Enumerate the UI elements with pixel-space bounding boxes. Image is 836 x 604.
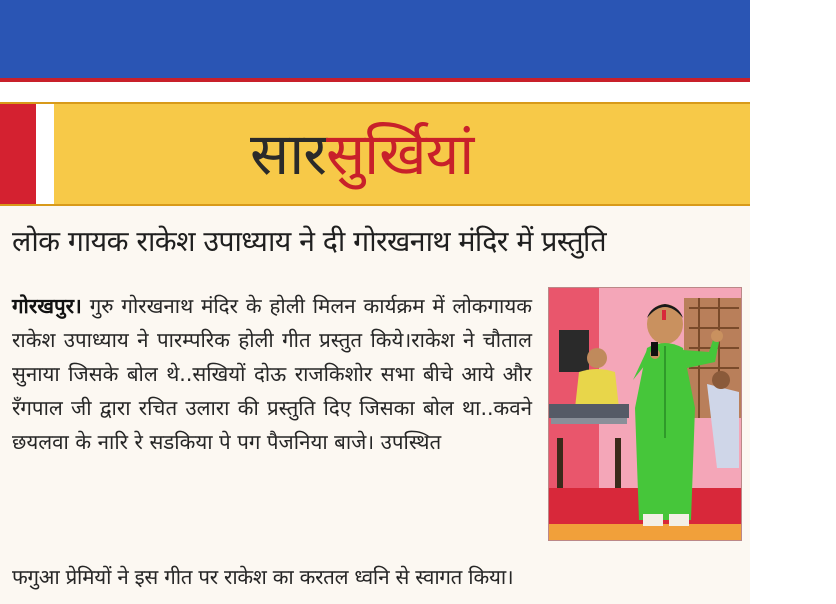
banner-white-stripe	[36, 104, 54, 204]
article-last-line: फगुआ प्रेमियों ने इस गीत पर राकेश का करतल ध्वनि से स्वागत किया।	[12, 565, 514, 589]
separator	[0, 82, 750, 102]
singer-photo	[548, 287, 742, 541]
section-title	[250, 114, 473, 194]
section-title-part2: सुर्खियां	[325, 120, 474, 188]
dateline: गोरखपुर।	[12, 294, 82, 318]
article-headline: लोक गायक राकेश उपाध्याय ने दी गोरखनाथ मंदिर में प्रस्तुति	[12, 225, 606, 258]
banner-red-stripe	[0, 104, 36, 204]
section-title-part1: सार	[250, 120, 326, 188]
singer-photo-illustration	[549, 288, 741, 540]
masthead-band	[0, 0, 750, 78]
article-text: गुरु गोरखनाथ मंदिर के होली मिलन कार्यक्रम में लोकगायक राकेश उपाध्याय ने पारम्परिक होली गीत प्रस्तुत किये।राकेश ने चौताल सुनाया जिसके बोल थे..सखियों दोऊ राजकिशोर सभा बीचे आये और रँगपाल जी द्वारा रचित उलारा की प्रस्तुति दिए जिसका बोल था..कवने छयलवा के नारि रे सडकिया पे पग पैजनिया बाजे। उपस्थित	[12, 294, 532, 454]
section-banner	[0, 102, 750, 206]
article-body	[12, 289, 532, 459]
